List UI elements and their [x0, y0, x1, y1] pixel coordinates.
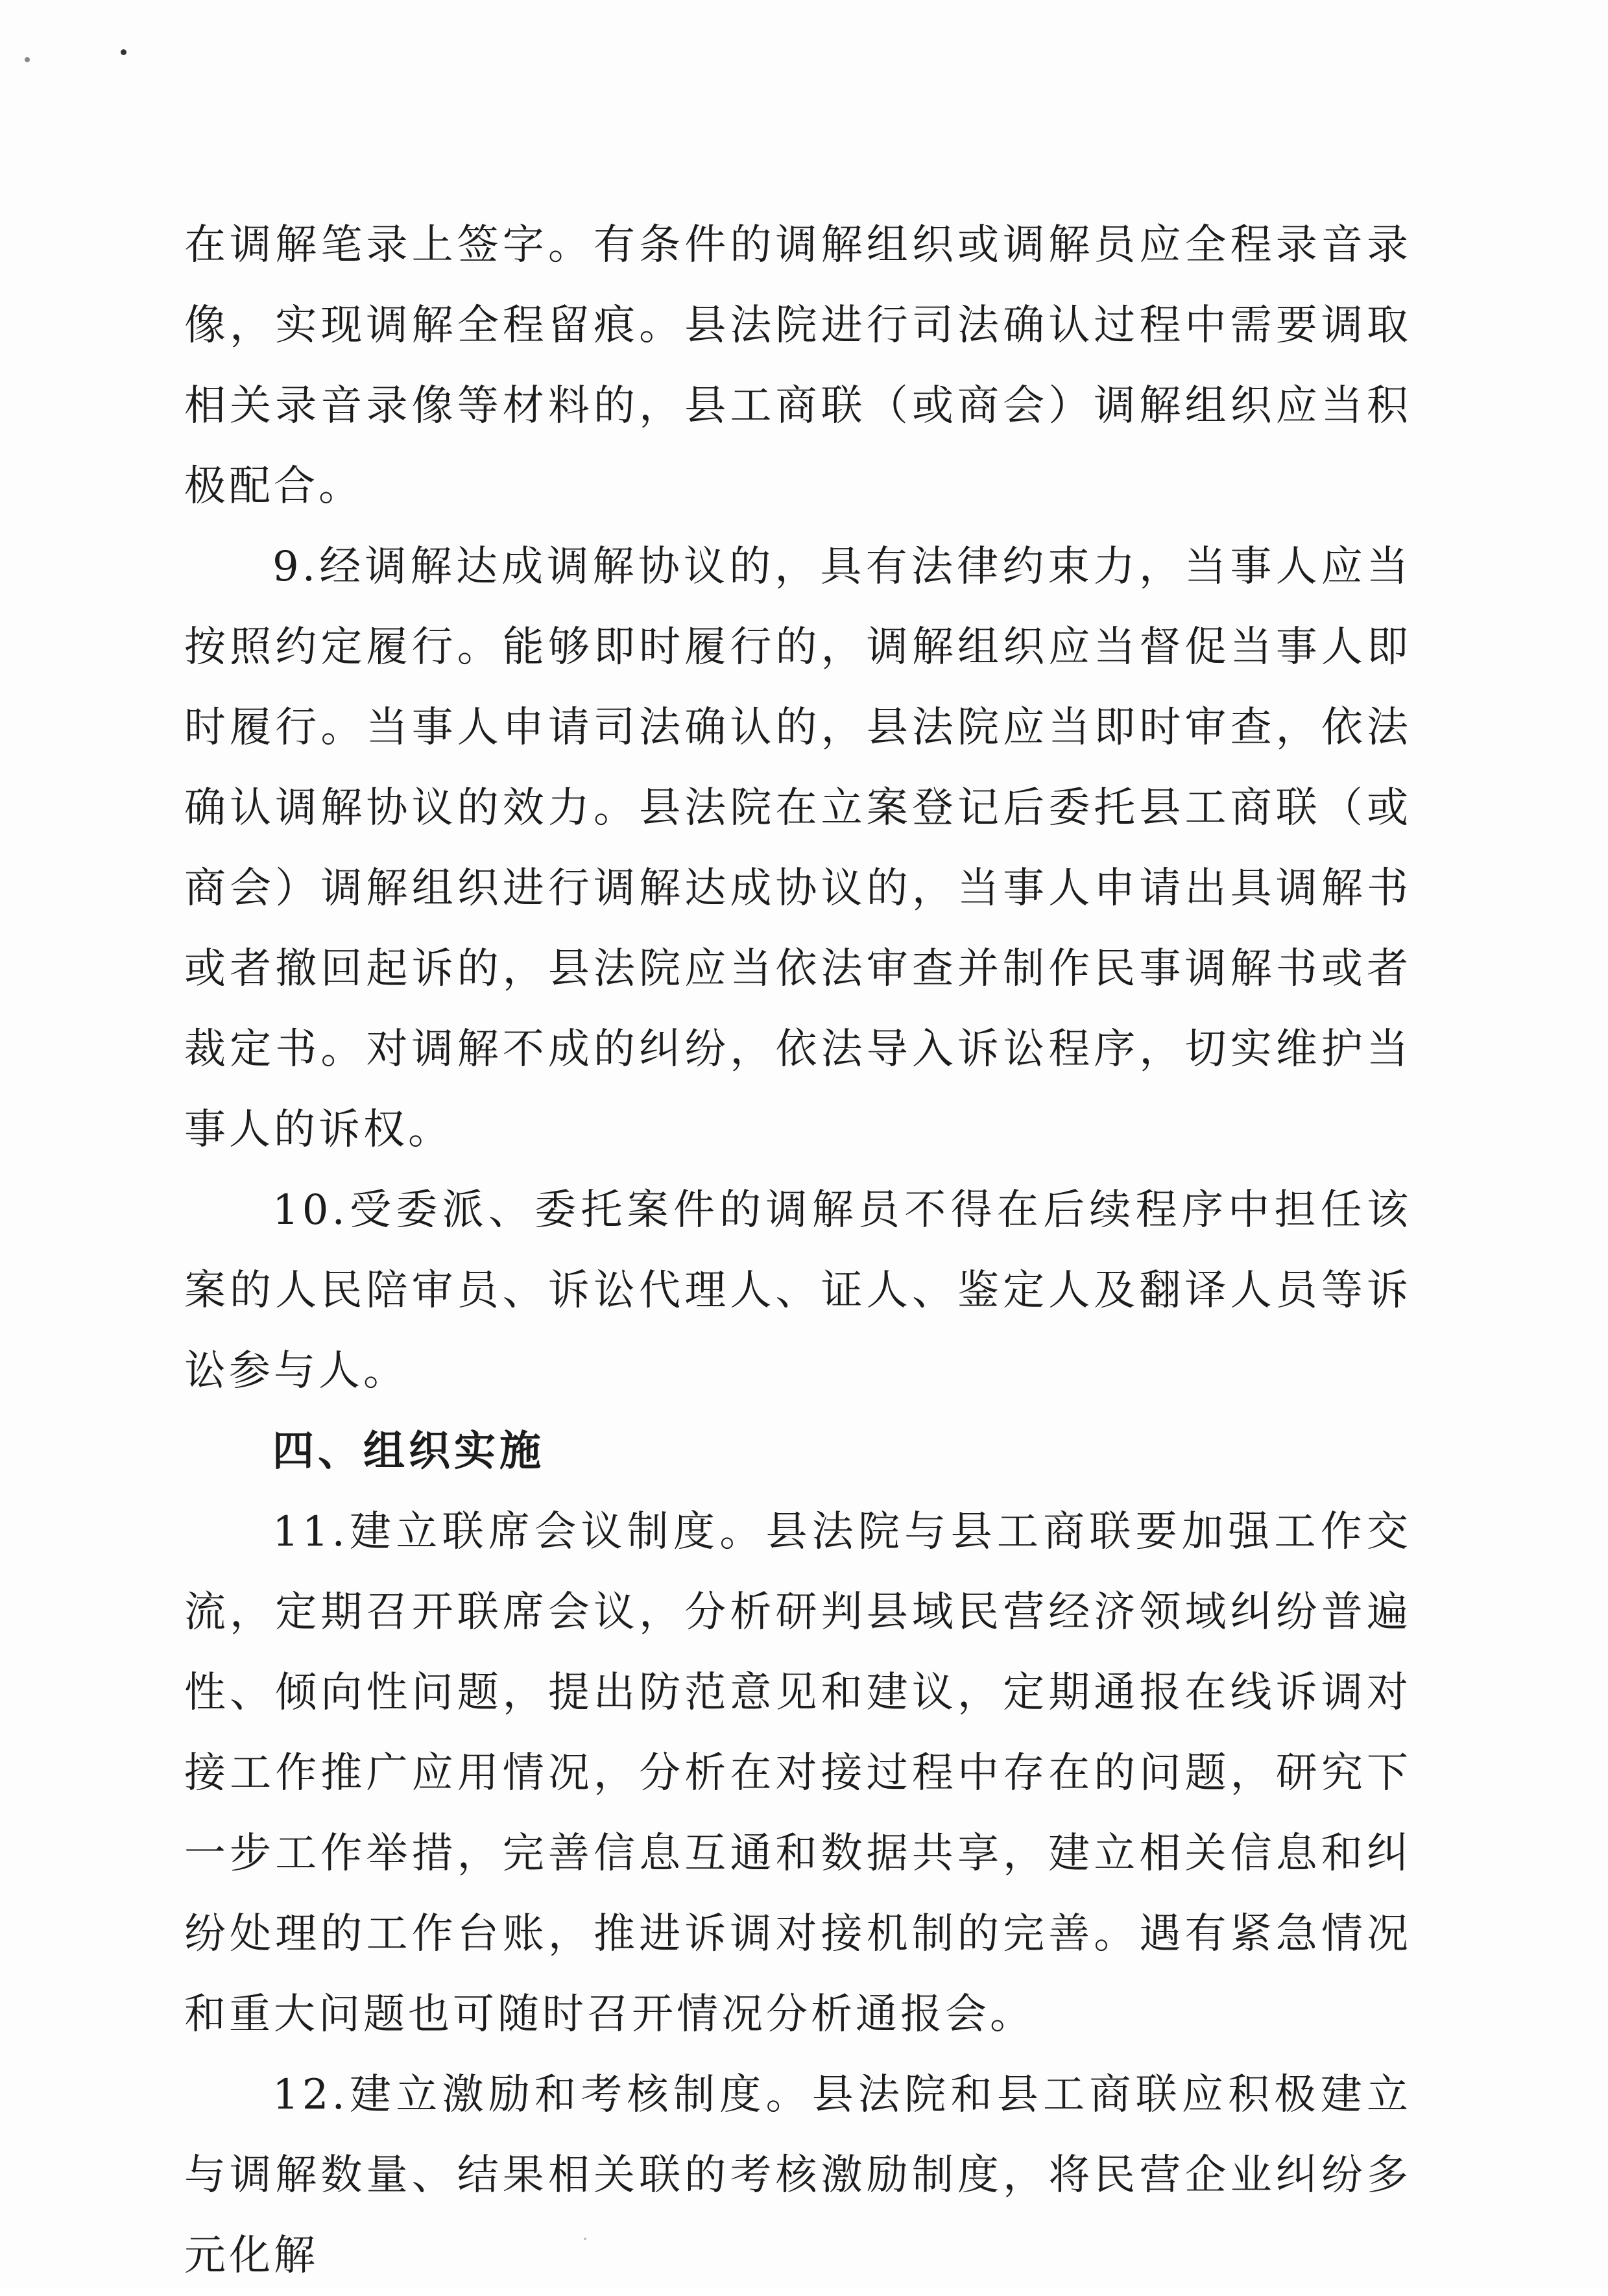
section-heading: 四、组织实施 [272, 1428, 545, 1476]
paragraph-item-12: 12.建立激励和考核制度。县法院和县工商联应积极建立与调解数量、结果相关联的考核激励制度，将民营企业纠纷多元化解 [184, 2071, 1411, 2280]
paragraph-item-11: 11.建立联席会议制度。县法院与县工商联要加强工作交流，定期召开联席会议，分析研判县域民营经济领域纠纷普遍性、倾向性问题，提出防范意见和建议，定期通报在线诉调对接工作推广应用情况，分析在对接过程中存在的问题，研究下一步工作举措，完善信息互通和数据共享，建立相关信息和纠纷处理的工作台账，推进诉调对接机制的完善。遇有紧急情况和重大问题也可随时召开情况分析通报会。 [184, 1508, 1411, 2039]
paragraph-item-10: 10.受委派、委托案件的调解员不得在后续程序中担任该案的人民陪审员、诉讼代理人、证人、鉴定人及翻译人员等诉讼参与人。 [184, 1186, 1411, 1395]
paragraph-item-9: 9.经调解达成调解协议的，具有法律约束力，当事人应当按照约定履行。能够即时履行的，调解组织应当督促当事人即时履行。当事人申请司法确认的，县法院应当即时审查，依法确认调解协议的效力。县法院在立案登记后委托县工商联（或商会）调解组织进行调解达成协议的，当事人申请出具调解书或者撤回起诉的，县法院应当依法审查并制作民事调解书或者裁定书。对调解不成的纠纷，依法导入诉讼程序，切实维护当事人的诉权。 [184, 543, 1411, 1154]
paragraph-continuation: 在调解笔录上签字。有条件的调解组织或调解员应全程录音录像，实现调解全程留痕。县法院进行司法确认过程中需要调取相关录音录像等材料的，县工商联（或商会）调解组织应当积极配合。 [184, 221, 1411, 510]
scan-speck [25, 57, 30, 62]
document-body [184, 205, 1411, 2296]
scan-speck [121, 49, 126, 55]
